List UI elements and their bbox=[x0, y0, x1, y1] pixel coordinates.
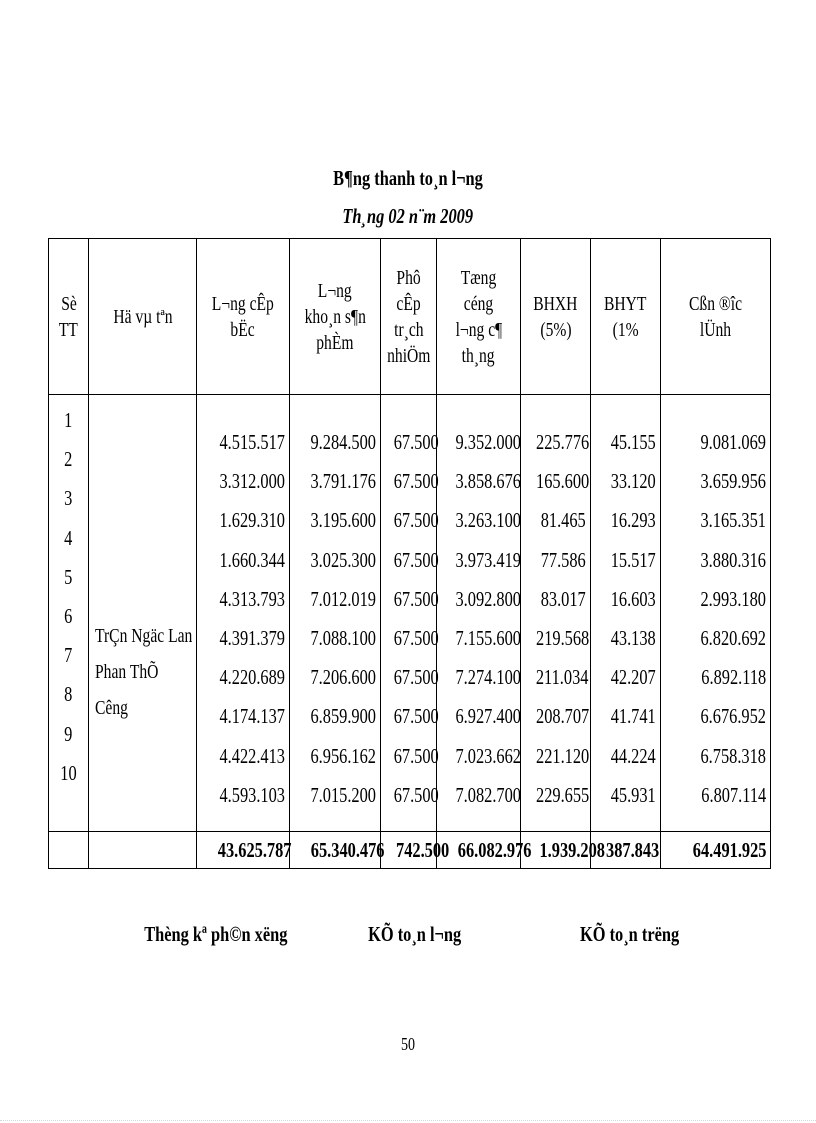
cell-value: 67.500 bbox=[393, 547, 439, 572]
header-row bbox=[49, 239, 771, 395]
cell-value: 7.023.662 bbox=[455, 743, 521, 768]
cell-value: 6.859.900 bbox=[310, 704, 376, 729]
header-text: kho¸n s¶n bbox=[304, 305, 366, 328]
employee-name-line: Cêng bbox=[95, 697, 128, 719]
cell-value: 77.586 bbox=[540, 547, 586, 572]
cell-value: 4.313.793 bbox=[219, 586, 285, 611]
cell-value: 9.284.500 bbox=[310, 429, 376, 454]
cell-value: 225.776 bbox=[536, 429, 590, 454]
cell-value: 67.500 bbox=[393, 704, 439, 729]
cell-value: 9.081.069 bbox=[700, 429, 766, 454]
cell-value: 4.515.517 bbox=[219, 429, 285, 454]
cell-value: 7.015.200 bbox=[310, 782, 376, 807]
cell-value: 4.220.689 bbox=[219, 665, 285, 690]
cell-value: 45.931 bbox=[610, 782, 656, 807]
signature-chief-accountant: KÕ to¸n trëng bbox=[579, 922, 680, 946]
header-text: (5%) bbox=[539, 318, 572, 341]
cell-value: 7.274.100 bbox=[455, 665, 521, 690]
stt-value: 1 bbox=[64, 408, 73, 432]
header-base-salary bbox=[197, 239, 290, 395]
stt-cell bbox=[49, 395, 89, 832]
cell-value: 33.120 bbox=[610, 469, 656, 494]
cell-value: 208.707 bbox=[536, 704, 590, 729]
cell-value: 42.207 bbox=[610, 665, 656, 690]
table-subtitle: Th¸ng 02 n¨m 2009 bbox=[342, 204, 474, 228]
bhxh-cell bbox=[521, 395, 591, 832]
cell-value: 3.092.800 bbox=[455, 586, 521, 611]
total-row bbox=[49, 832, 771, 869]
cell-value: 3.880.316 bbox=[700, 547, 766, 572]
cell-value: 67.500 bbox=[393, 782, 439, 807]
cell-value: 7.082.700 bbox=[455, 782, 521, 807]
header-text: Cßn ®îc lÜnh bbox=[688, 292, 743, 341]
cell-value: 4.391.379 bbox=[219, 626, 285, 650]
total-salary-cell bbox=[437, 395, 521, 832]
header-text: phÈm bbox=[316, 331, 354, 354]
header-text: BHXH bbox=[533, 292, 578, 315]
stt-value: 8 bbox=[64, 682, 73, 707]
cell-value: 219.568 bbox=[536, 626, 590, 650]
total-allowance: 742.500 bbox=[381, 832, 437, 869]
cell-value: 7.206.600 bbox=[310, 665, 376, 690]
cell-value: 7.012.019 bbox=[310, 586, 376, 611]
cell-value: 3.263.100 bbox=[455, 508, 521, 533]
header-text: TT bbox=[58, 318, 79, 341]
stt-value: 4 bbox=[64, 525, 73, 550]
header-bhyt bbox=[591, 239, 661, 395]
signature-statistician: Thèng kª ph©n xëng bbox=[144, 922, 288, 946]
cell-value: 211.034 bbox=[535, 665, 589, 690]
header-text: (1% bbox=[612, 318, 639, 341]
data-row bbox=[49, 395, 771, 832]
stt-value: 5 bbox=[64, 564, 73, 589]
cell-value: 3.025.300 bbox=[310, 547, 376, 572]
stt-value: 2 bbox=[64, 447, 73, 472]
employee-name-line: TrÇn Ngäc Lan bbox=[95, 625, 193, 647]
cell-value: 43.138 bbox=[610, 626, 656, 650]
cell-value: 221.120 bbox=[536, 743, 590, 768]
header-text: cÊp bbox=[396, 292, 421, 315]
cell-value: 2.993.180 bbox=[700, 586, 766, 611]
cell-value: 7.155.600 bbox=[455, 626, 521, 650]
cell-value: 4.593.103 bbox=[219, 782, 285, 807]
cell-value: 7.088.100 bbox=[310, 626, 376, 650]
header-text: Sè bbox=[60, 292, 77, 315]
cell-value: 4.422.413 bbox=[219, 743, 285, 768]
header-text: Tæng céng bbox=[460, 266, 497, 315]
cell-value: 3.858.676 bbox=[455, 469, 521, 494]
cell-value: 165.600 bbox=[536, 469, 590, 494]
net-pay-cell bbox=[661, 395, 771, 832]
cell-value: 83.017 bbox=[540, 586, 586, 611]
cell-value: 3.791.176 bbox=[310, 469, 376, 494]
total-net-pay: 64.491.925 bbox=[661, 832, 771, 869]
header-text: nhiÖm bbox=[387, 344, 431, 367]
header-stt bbox=[49, 239, 89, 395]
header-text: Phô bbox=[396, 266, 421, 289]
stt-value: 7 bbox=[64, 643, 73, 668]
cell-value: 4.174.137 bbox=[219, 704, 285, 729]
cell-value: 6.956.162 bbox=[310, 743, 376, 768]
cell-value: 67.500 bbox=[393, 508, 439, 533]
cell-value: 229.655 bbox=[536, 782, 590, 807]
cell-value: 67.500 bbox=[393, 626, 439, 650]
page-bottom-divider bbox=[0, 1120, 816, 1121]
cell-value: 67.500 bbox=[393, 429, 439, 454]
page-number: 50 bbox=[400, 1034, 416, 1054]
base-salary-cell bbox=[197, 395, 290, 832]
cell-value: 3.659.956 bbox=[700, 469, 766, 494]
cell-value: 3.973.419 bbox=[455, 547, 521, 572]
header-text: L¬ng cÊp bbox=[211, 292, 275, 315]
header-name bbox=[89, 239, 197, 395]
header-text: l¬ng c¶ bbox=[455, 318, 502, 341]
allowance-cell bbox=[381, 395, 437, 832]
cell-value: 15.517 bbox=[610, 547, 656, 572]
header-piece-salary bbox=[290, 239, 381, 395]
cell-value: 6.892.118 bbox=[701, 665, 766, 690]
total-bhxh: 1.939.208 bbox=[521, 832, 591, 869]
bhyt-cell bbox=[591, 395, 661, 832]
cell-value: 1.629.310 bbox=[219, 508, 285, 533]
cell-value: 3.312.000 bbox=[219, 469, 285, 494]
cell-value: 3.165.351 bbox=[700, 508, 766, 533]
payroll-table bbox=[48, 238, 771, 869]
total-piece-salary: 65.340.476 bbox=[290, 832, 381, 869]
table-title: B¶ng thanh to¸n l¬ng bbox=[333, 166, 483, 190]
cell-value: 16.293 bbox=[610, 508, 656, 533]
cell-value: 9.352.000 bbox=[455, 429, 521, 454]
total-bhyt: 387.843 bbox=[591, 832, 661, 869]
signature-payroll-accountant: KÕ to¸n l¬ng bbox=[368, 922, 462, 946]
cell-value: 6.676.952 bbox=[700, 704, 766, 729]
cell-value: 44.224 bbox=[610, 743, 656, 768]
cell-value: 67.500 bbox=[393, 586, 439, 611]
stt-value: 9 bbox=[64, 721, 73, 746]
cell-value: 3.195.600 bbox=[310, 508, 376, 533]
cell-value: 16.603 bbox=[610, 586, 656, 611]
header-text: Hä vµ tªn bbox=[112, 305, 173, 328]
cell-value: 67.500 bbox=[393, 743, 439, 768]
total-total-salary: 66.082.976 bbox=[437, 832, 521, 869]
header-bhxh bbox=[521, 239, 591, 395]
stt-value: 3 bbox=[64, 486, 73, 511]
cell-value: 67.500 bbox=[393, 469, 439, 494]
cell-value: 6.807.114 bbox=[701, 782, 766, 807]
employee-name-line: Phan ThÕ bbox=[95, 661, 159, 683]
cell-value: 67.500 bbox=[393, 665, 439, 690]
cell-value: 81.465 bbox=[540, 508, 586, 533]
cell-value: 6.758.318 bbox=[700, 743, 766, 768]
cell-value: 6.820.692 bbox=[700, 626, 766, 650]
piece-salary-cell bbox=[290, 395, 381, 832]
header-text: bËc bbox=[230, 318, 256, 341]
employee-name-cell bbox=[89, 395, 197, 832]
total-base-salary: 43.625.787 bbox=[197, 832, 290, 869]
header-total-salary bbox=[437, 239, 521, 395]
header-net-pay bbox=[661, 239, 771, 395]
cell-value: 41.741 bbox=[610, 704, 656, 729]
cell-value: 1.660.344 bbox=[219, 547, 285, 572]
header-allowance bbox=[381, 239, 437, 395]
stt-value: 6 bbox=[64, 604, 73, 629]
header-text: BHYT bbox=[604, 292, 647, 315]
header-text: th¸ng bbox=[462, 344, 495, 367]
header-text: tr¸ch bbox=[393, 318, 424, 341]
header-text: L¬ng bbox=[318, 279, 352, 302]
stt-value: 10 bbox=[60, 760, 77, 785]
cell-value: 6.927.400 bbox=[455, 704, 521, 729]
cell-value: 45.155 bbox=[610, 429, 656, 454]
